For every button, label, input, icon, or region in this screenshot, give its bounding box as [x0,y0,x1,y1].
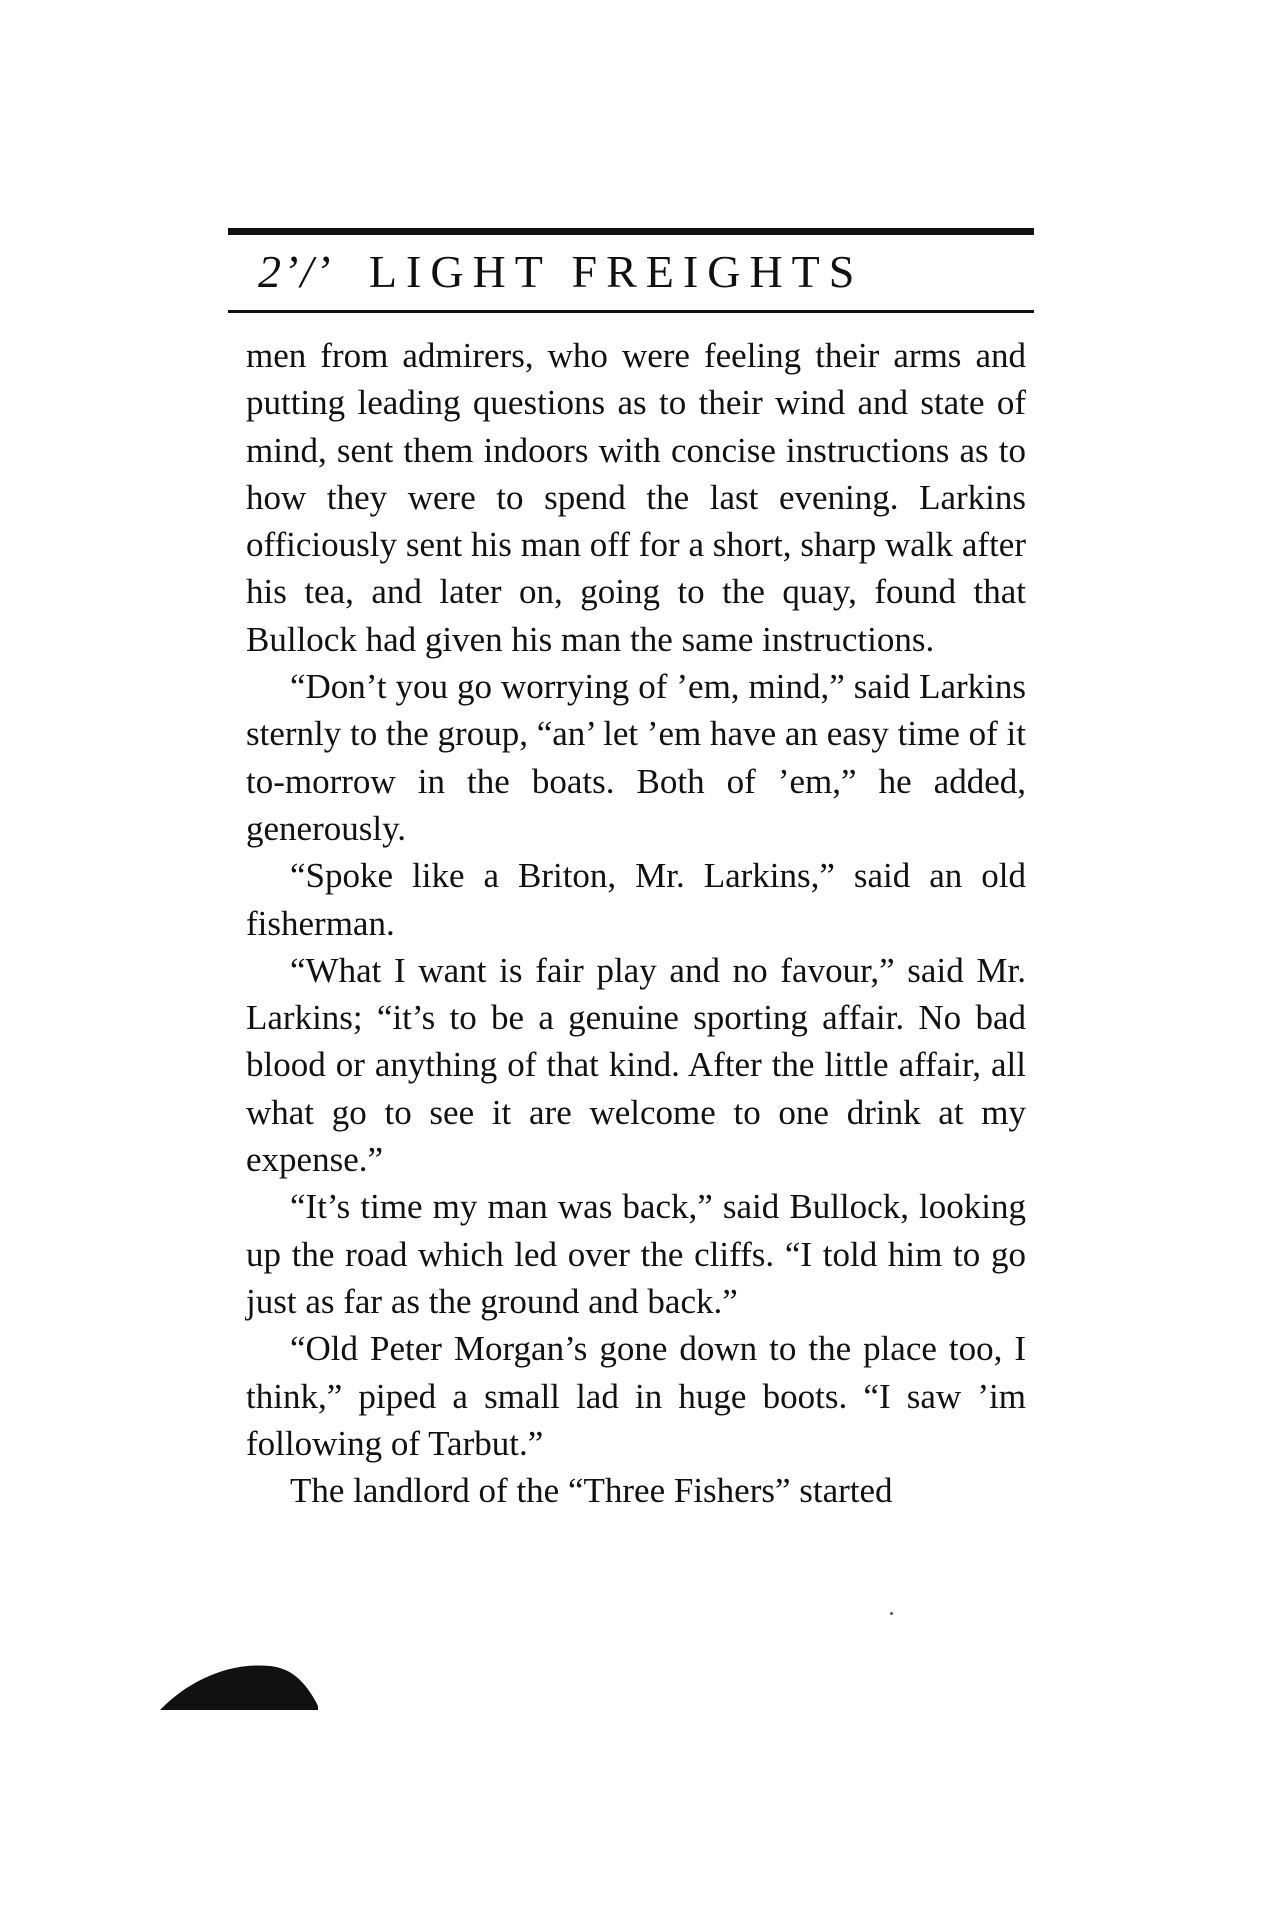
paragraph: “What I want is fair play and no favour,” said Mr. Larkins; “it’s to be a genuine sporting affair. No bad blood or anything of that kind. After the little affair, all what go to see it are welcome to one drink at my expense.” [246,950,1026,1180]
running-title: LIGHT FREIGHTS [368,246,864,297]
top-rule [228,228,1034,235]
paragraph: “Old Peter Morgan’s gone down to the place too, I think,” piped a small lad in huge boots. “I saw ’im following of Tarbut.” [246,1329,1026,1463]
header-rule [228,310,1034,313]
running-header [258,240,1034,304]
paragraph-continued: men from admirers, who were feeling their arms and putting leading questions as to their wind and state of mind, sent them indoors with concise instructions as to how they were to spend the last evening. Larkins officiously sent his man off for a short, sharp walk after his tea, and later on, going to the quay, found that Bullock had given his man the same instructions. [246,336,1026,659]
body-text [246,332,1026,1514]
paragraph: “Spoke like a Briton, Mr. Larkins,” said an old fisherman. [246,856,1026,943]
page-number: 2ʼ/ʼ [258,246,333,297]
paragraph: “It’s time my man was back,” said Bullock, looking up the road which led over the cliffs. “I told him to go just as far as the ground and back.” [246,1187,1026,1321]
scan-blot-mark [160,1640,320,1710]
scan-speck [890,1612,893,1615]
paragraph: “Don’t you go worrying of ’em, mind,” said Larkins sternly to the group, “an’ let ’em have an easy time of it to-morrow in the boats. Both of ’em,” he added, generously. [246,667,1026,848]
paragraph: The landlord of the “Three Fishers” started [290,1471,893,1511]
